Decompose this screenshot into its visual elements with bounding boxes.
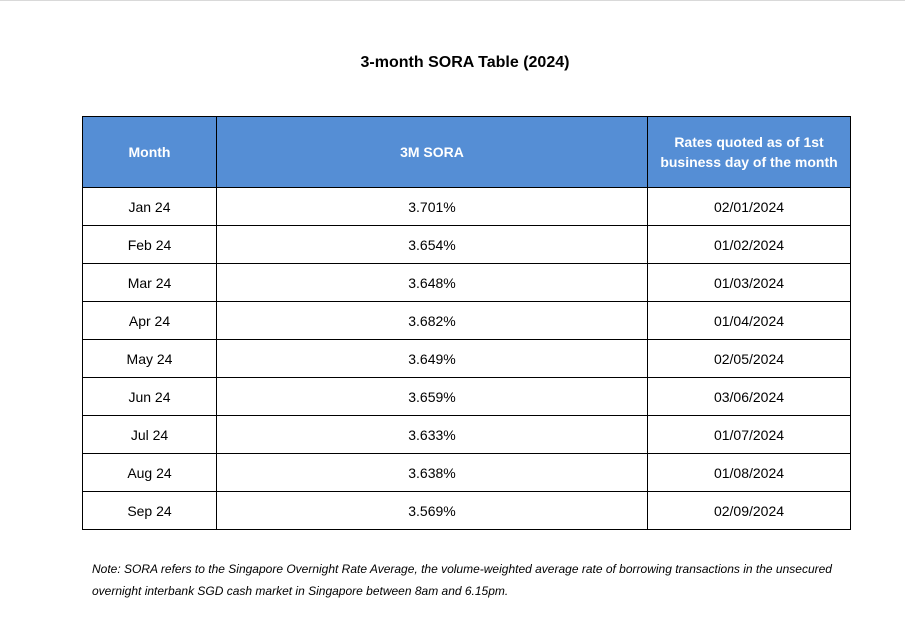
cell-month: Jun 24 bbox=[83, 378, 217, 416]
table-row bbox=[83, 302, 851, 340]
cell-rate: 3.682% bbox=[217, 302, 648, 340]
table-row bbox=[83, 226, 851, 264]
header-rates-quoted bbox=[648, 117, 851, 188]
cell-date: 01/04/2024 bbox=[648, 302, 851, 340]
cell-month: Jul 24 bbox=[83, 416, 217, 454]
cell-month: Aug 24 bbox=[83, 454, 217, 492]
table-header bbox=[83, 117, 851, 188]
table-row bbox=[83, 492, 851, 530]
cell-rate: 3.638% bbox=[217, 454, 648, 492]
cell-rate: 3.569% bbox=[217, 492, 648, 530]
footnote: Note: SORA refers to the Singapore Overnight Rate Average, the volume-weighted average rate of borrowing transactions in the unsecured overnight interbank SGD cash market in Singapore between 8am and 6.15pm. bbox=[92, 562, 832, 598]
cell-date: 01/07/2024 bbox=[648, 416, 851, 454]
table-row bbox=[83, 264, 851, 302]
header-row bbox=[83, 117, 851, 188]
cell-date: 03/06/2024 bbox=[648, 378, 851, 416]
table-row bbox=[83, 188, 851, 226]
page-title: 3-month SORA Table (2024) bbox=[360, 54, 570, 71]
header-3m-sora: 3M SORA bbox=[217, 117, 648, 188]
cell-rate: 3.659% bbox=[217, 378, 648, 416]
cell-month: Feb 24 bbox=[83, 226, 217, 264]
cell-month: Sep 24 bbox=[83, 492, 217, 530]
cell-date: 02/09/2024 bbox=[648, 492, 851, 530]
header-month: Month bbox=[83, 117, 217, 188]
cell-month: May 24 bbox=[83, 340, 217, 378]
cell-rate: 3.633% bbox=[217, 416, 648, 454]
cell-date: 02/05/2024 bbox=[648, 340, 851, 378]
table-row bbox=[83, 378, 851, 416]
cell-month: Mar 24 bbox=[83, 264, 217, 302]
cell-date: 01/02/2024 bbox=[648, 226, 851, 264]
header-rates-quoted-label: Rates quoted as of 1st business day of the month bbox=[660, 134, 838, 170]
cell-month: Apr 24 bbox=[83, 302, 217, 340]
cell-rate: 3.649% bbox=[217, 340, 648, 378]
sora-table bbox=[82, 116, 851, 530]
table-row bbox=[83, 416, 851, 454]
table-row bbox=[83, 340, 851, 378]
cell-date: 01/08/2024 bbox=[648, 454, 851, 492]
cell-rate: 3.654% bbox=[217, 226, 648, 264]
cell-rate: 3.648% bbox=[217, 264, 648, 302]
table-body bbox=[83, 188, 851, 530]
cell-rate: 3.701% bbox=[217, 188, 648, 226]
cell-month: Jan 24 bbox=[83, 188, 217, 226]
table-row bbox=[83, 454, 851, 492]
cell-date: 01/03/2024 bbox=[648, 264, 851, 302]
top-divider bbox=[0, 0, 905, 1]
cell-date: 02/01/2024 bbox=[648, 188, 851, 226]
